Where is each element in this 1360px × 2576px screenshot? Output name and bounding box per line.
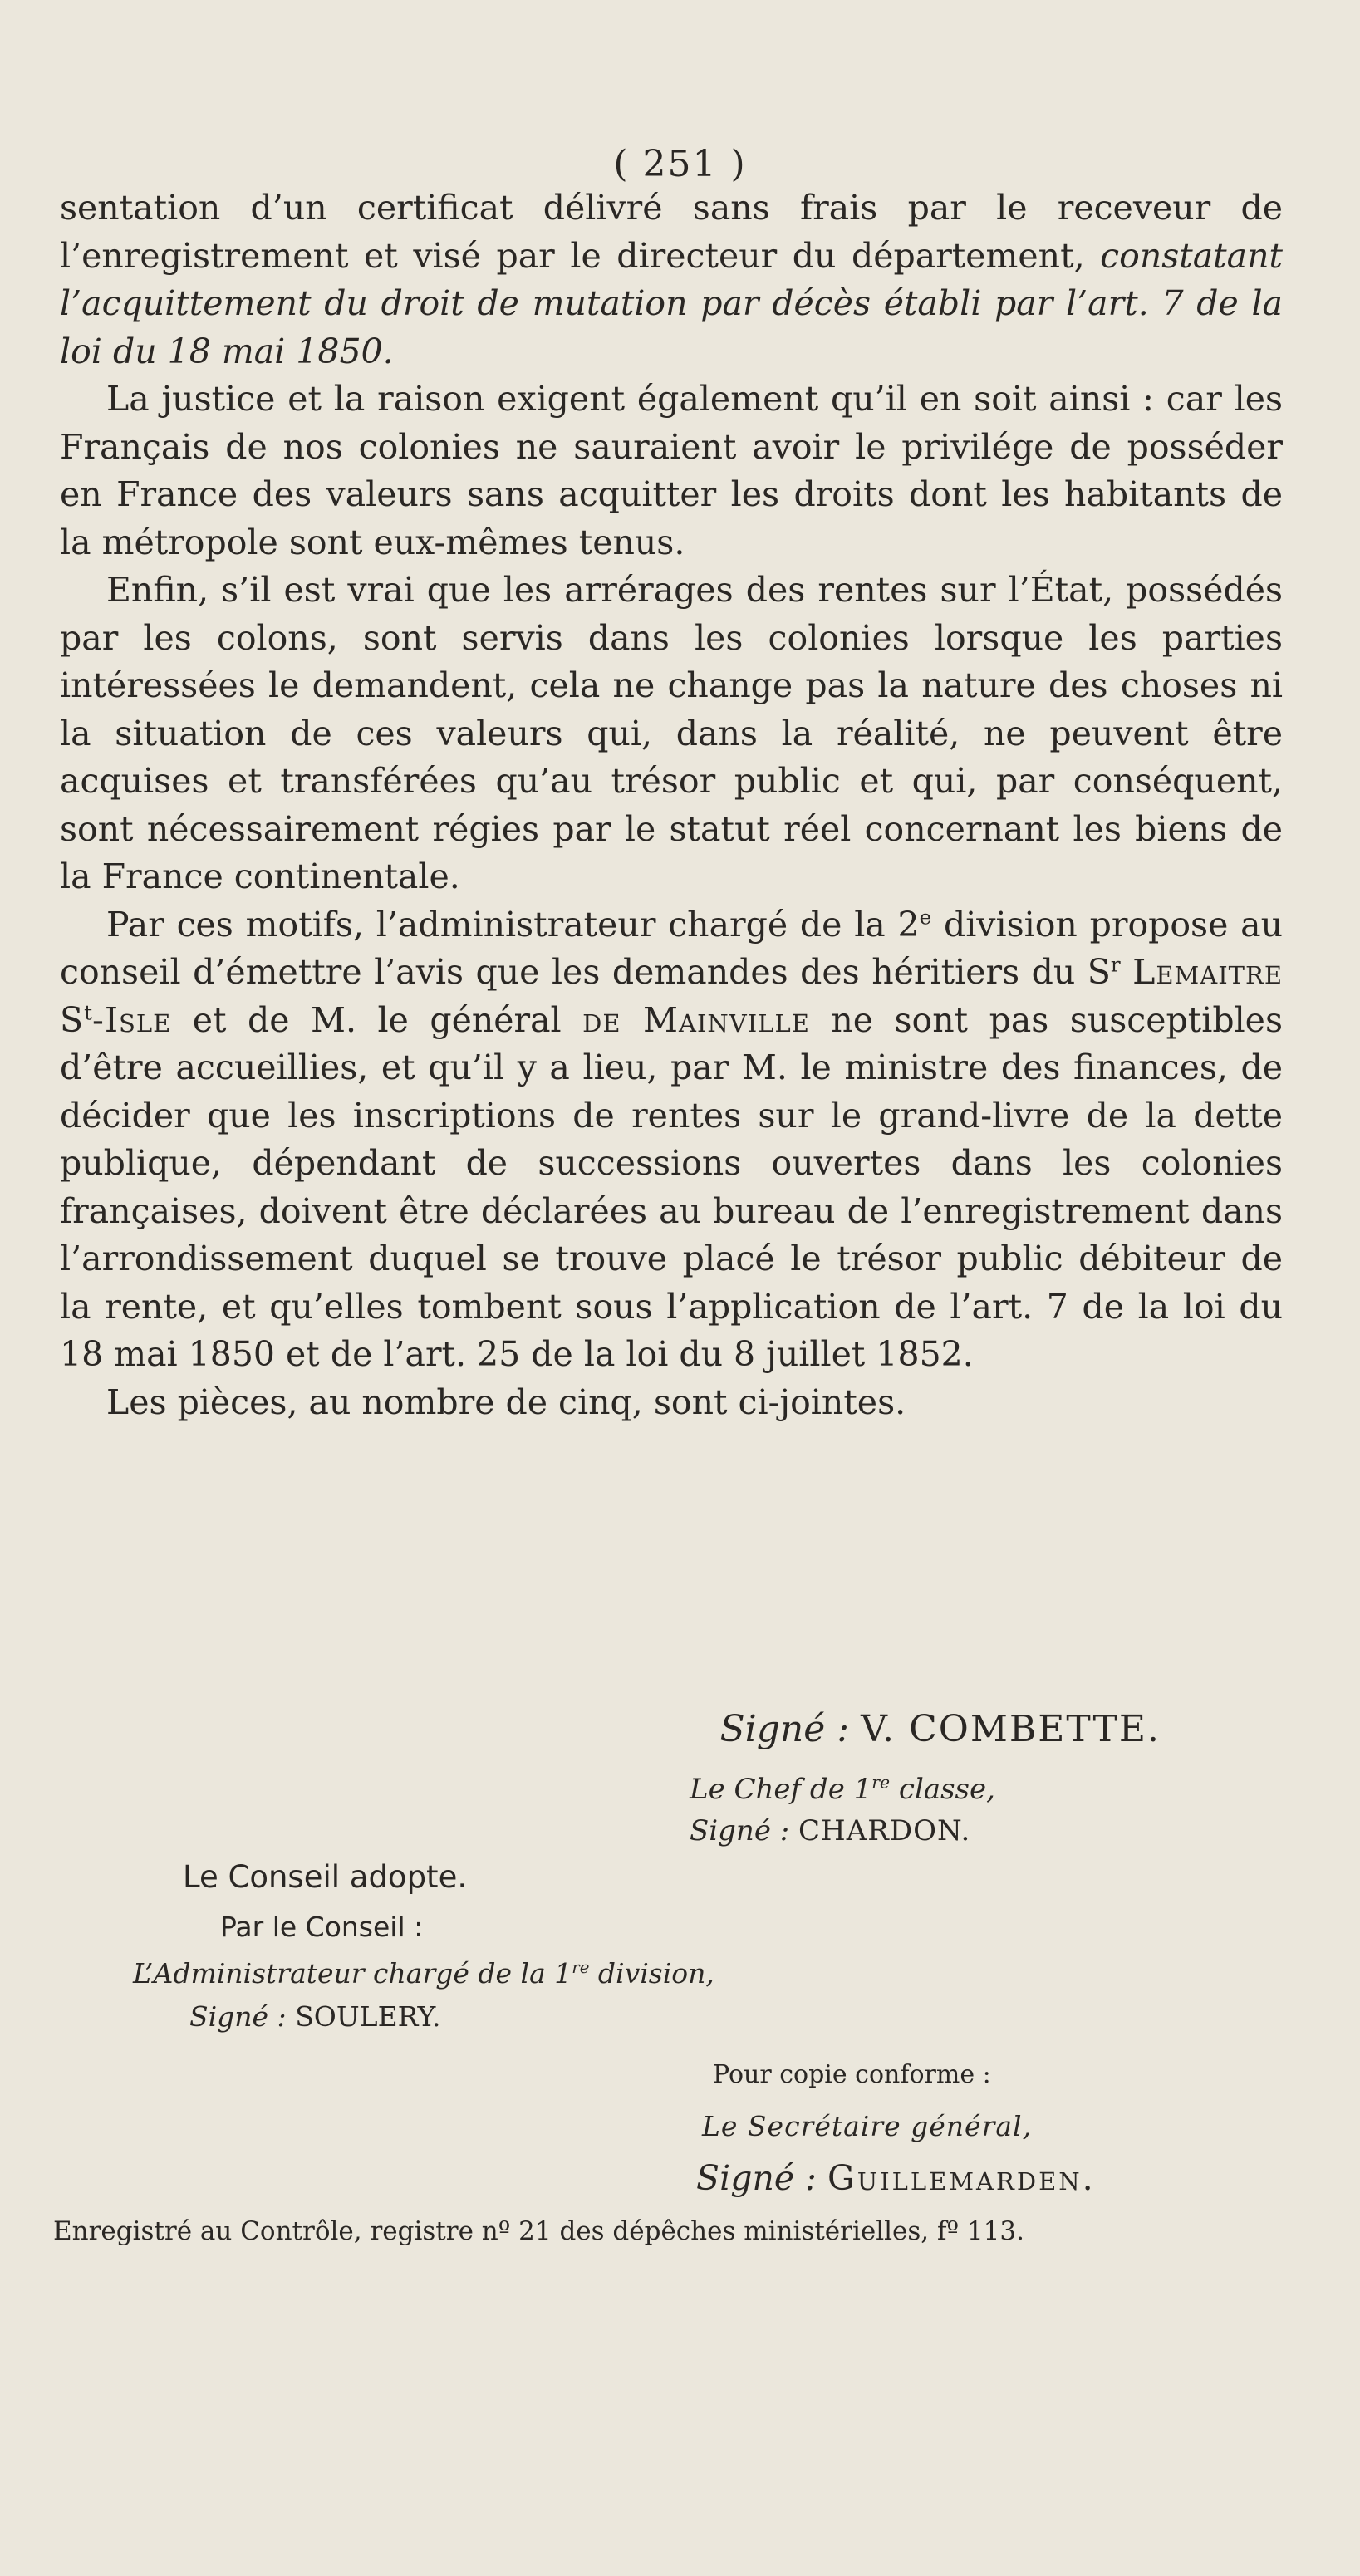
text-run: -Isle xyxy=(91,999,172,1040)
paragraph xyxy=(60,184,1283,375)
paragraph xyxy=(60,901,1283,1379)
text-run: constatant l’acquittement du droit de mutation par décès établi par l’art. 7 de la loi du 18 mai 1850. xyxy=(60,235,1283,371)
chef-signature-label: Signé : xyxy=(690,1814,790,1847)
chef-signature-name: CHARDON. xyxy=(798,1814,971,1847)
text-run: division propose au conseil d’émettre l’avis que les demandes des héritiers du S xyxy=(60,904,1283,992)
par-le-conseil: Par le Conseil : xyxy=(220,1911,424,1943)
chef-title-prefix: Le Chef de 1 xyxy=(690,1773,872,1806)
page-number: ( 251 ) xyxy=(613,143,747,185)
conseil-adopte: Le Conseil adopte. xyxy=(183,1859,468,1895)
chef-title-sup: re xyxy=(871,1772,891,1793)
text-run: t xyxy=(84,999,92,1024)
admin-title-sup: re xyxy=(572,1958,590,1977)
secretaire-signature xyxy=(696,2158,1096,2198)
administrateur-signature xyxy=(189,2000,441,2033)
text-run: ne sont pas susceptibles d’être accueillies, et qu’il y a lieu, par M. le ministre des finances, de décider que les inscriptions de rentes sur le grand-livre de la dette publique, dépendant de successions ouvertes dans les colonies françaises, doivent être déclarées au bureau de l’enregistrement dans l’arrondissement duquel se trouve placé le trésor public débiteur de la rente, et qu’elles tombent sous l’application de l’art. 7 de la loi du 18 mai 1850 et de l’art. 25 de la loi du 8 juillet 1852. xyxy=(60,999,1283,1374)
paragraph xyxy=(60,567,1283,901)
text-run xyxy=(1121,952,1133,992)
secretaire-signature-label: Signé : xyxy=(696,2158,817,2198)
chef-title xyxy=(690,1773,995,1806)
paragraph xyxy=(60,1379,1283,1427)
text-run: de Mainville xyxy=(582,999,810,1040)
copie-conforme: Pour copie conforme : xyxy=(713,2060,991,2089)
text-run: La justice et la raison exigent également qu’il en soit ainsi : car les Français de nos colonies ne sauraient avoir le privilége de posséder en France des valeurs sans acquitter les droits dont les habitants de la métropole sont eux-mêmes tenus. xyxy=(60,379,1283,562)
admin-title-prefix: L’Administrateur chargé de la 1 xyxy=(133,1957,572,1990)
signature-name: V. COMBETTE. xyxy=(861,1708,1161,1750)
text-run: Lemaitre xyxy=(1132,952,1283,992)
text-run: Par ces motifs, l’administrateur chargé de la 2 xyxy=(106,904,920,945)
signature-label: Signé : xyxy=(719,1708,850,1750)
chef-title-suffix: classe, xyxy=(890,1773,995,1806)
registration-footer: Enregistré au Contrôle, registre nº 21 des dépêches ministérielles, fº 113. xyxy=(53,2216,1024,2246)
signature-combette xyxy=(720,1708,1161,1750)
secretaire-general: Le Secrétaire général, xyxy=(702,2110,1033,2142)
text-run: sentation d’un certificat délivré sans frais par le receveur de l’enregistrement et visé par le directeur du département, xyxy=(60,188,1283,276)
administrateur-title xyxy=(133,1957,714,1990)
text-run: Les pièces, au nombre de cinq, sont ci-jointes. xyxy=(106,1381,906,1422)
admin-signature-name: SOULERY. xyxy=(295,2000,441,2033)
admin-title-suffix: division, xyxy=(589,1957,714,1990)
chef-signature xyxy=(690,1814,970,1847)
text-run: Enfin, s’il est vrai que les arrérages des rentes sur l’État, possédés par les colons, sont servis dans les colonies lorsque les parties intéressées le demandent, cela ne change pas la nature des choses ni la situation de ces valeurs qui, dans la réalité, ne peuvent être acquises et transférées qu’au trésor public et qui, par conséquent, sont nécessairement régies par le statut réel concernant les biens de la France continentale. xyxy=(60,570,1283,896)
secretaire-signature-name: Guillemarden. xyxy=(827,2158,1096,2198)
text-run: r xyxy=(1110,952,1121,977)
text-run: et de M. le général xyxy=(171,999,583,1040)
body-text xyxy=(60,184,1283,1426)
text-run: e xyxy=(919,904,932,929)
text-run: S xyxy=(60,999,85,1040)
paragraph xyxy=(60,375,1283,567)
admin-signature-label: Signé : xyxy=(189,2000,287,2033)
